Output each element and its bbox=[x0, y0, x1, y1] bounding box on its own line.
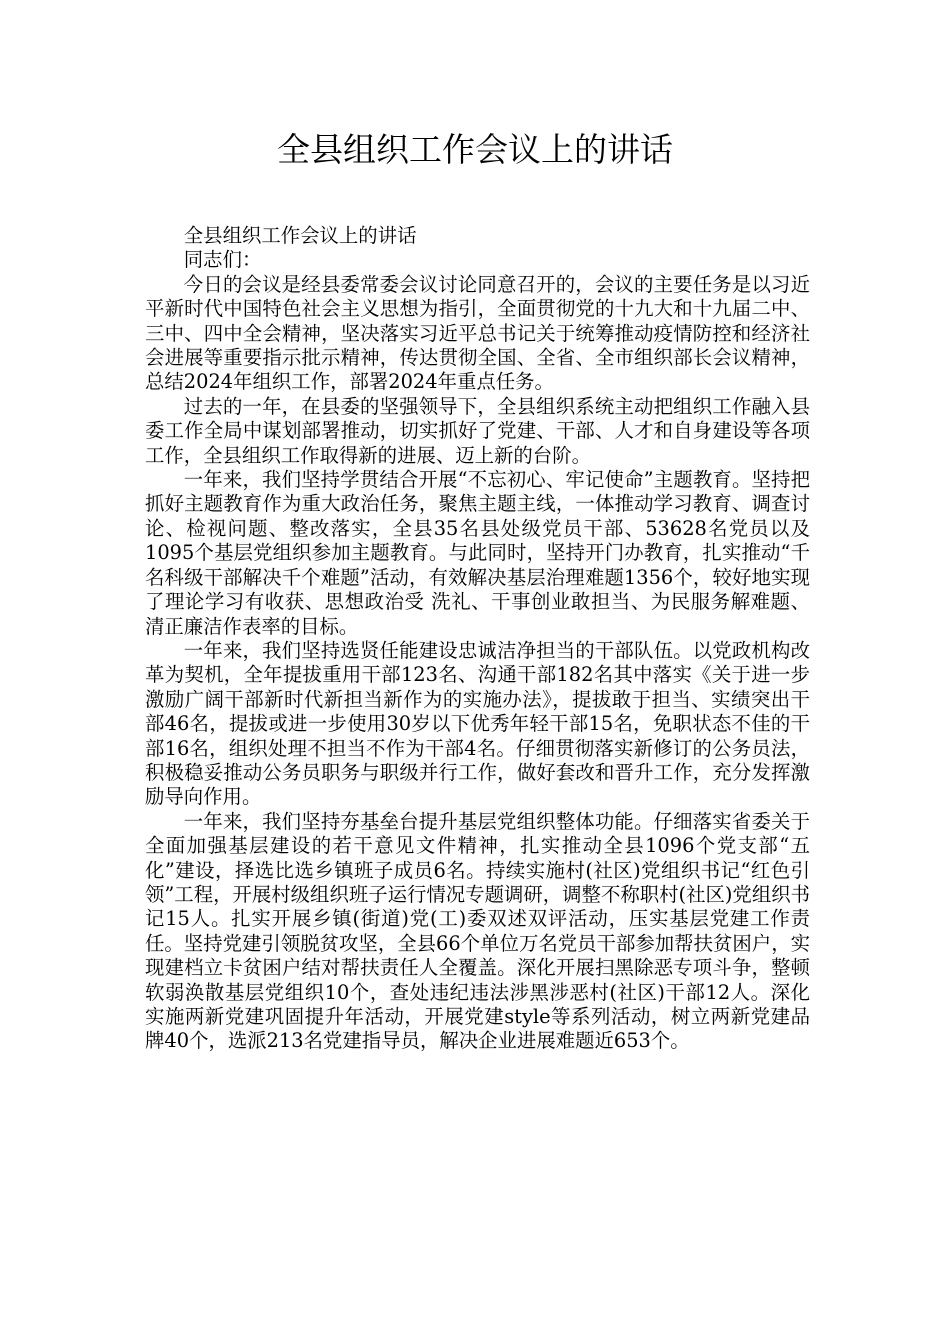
body-paragraph: 今日的会议是经县委常委会议讨论同意召开的，会议的主要任务是以习近平新时代中国特色社会主义思想为指引，全面贯彻党的十九大和十九届二中、三中、四中全会精神，坚决落实习近平总书记关于统筹推动疫情防控和经济社会进展等重要指示批示精神，传达贯彻全国、全省、全市组织部长会议精神，总结2024年组织工作，部署2024年重点任务。 bbox=[145, 272, 810, 394]
body-paragraph: 一年来，我们坚持选贤任能建设忠诚洁净担当的干部队伍。以党政机构改革为契机，全年提拔重用干部123名、沟通干部182名其中落实《关于进一步激励广阔干部新时代新担当新作为的实施办法》，提拔敢于担当、实绩突出干部46名，提拔或进一步使用30岁以下优秀年轻干部15名，免职状态不佳的干部16名，组织处理不担当不作为干部4名。仔细贯彻落实新修订的公务员法，积极稳妥推动公务员职务与职级并行工作，做好套改和晋升工作，充分发挥激励导向作用。 bbox=[145, 638, 810, 809]
document-title: 全县组织工作会议上的讲话 bbox=[277, 130, 673, 169]
body-paragraph-salutation: 同志们： bbox=[183, 248, 262, 272]
document-body bbox=[145, 224, 810, 1054]
body-paragraph: 一年来，我们坚持学贯结合开展“不忘初心、牢记使命”主题教育。坚持把抓好主题教育作为重大政治任务，聚焦主题主线，一体推动学习教育、调查讨论、检视问题、整改落实，全县35名县处级党员干部、53628名党员以及1095个基层党组织参加主题教育。与此同时，坚持开门办教育，扎实推动“千名科级干部解决千个难题”活动，有效解决基层治理难题1356个，较好地实现了理论学习有收获、思想政治受 洗礼、干事创业敢担当、为民服务解难题、清正廉洁作表率的目标。 bbox=[145, 468, 810, 638]
body-paragraph-heading: 全县组织工作会议上的讲话 bbox=[183, 224, 417, 247]
body-paragraph: 过去的一年，在县委的坚强领导下，全县组织系统主动把组织工作融入县委工作全局中谋划部署推动，切实抓好了党建、干部、人才和自身建设等各项工作，全县组织工作取得新的进展、迈上新的台阶。 bbox=[145, 394, 810, 467]
body-paragraph: 一年来，我们坚持夯基垒台提升基层党组织整体功能。仔细落实省委关于全面加强基层建设的若干意见文件精神，扎实推动全县1096个党支部“五化”建设，择选比选乡镇班子成员6名。持续实施村(社区)党组织书记“红色引领”工程，开展村级组织班子运行情况专题调研，调整不称职村(社区)党组织书记15人。扎实开展乡镇(街道)党(工)委双述双评活动，压实基层党建工作责任。坚持党建引领脱贫攻坚，全县66个单位万名党员干部参加帮扶贫困户，实现建档立卡贫困户结对帮扶责任人全覆盖。深化开展扫黑除恶专项斗争，整顿软弱涣散基层党组织10个，查处违纪违法涉黑涉恶村(社区)干部12人。深化实施两新党建巩固提升年活动，开展党建style等系列活动，树立两新党建品牌40个，选派213名党建指导员，解决企业进展难题近653个。 bbox=[145, 809, 810, 1053]
